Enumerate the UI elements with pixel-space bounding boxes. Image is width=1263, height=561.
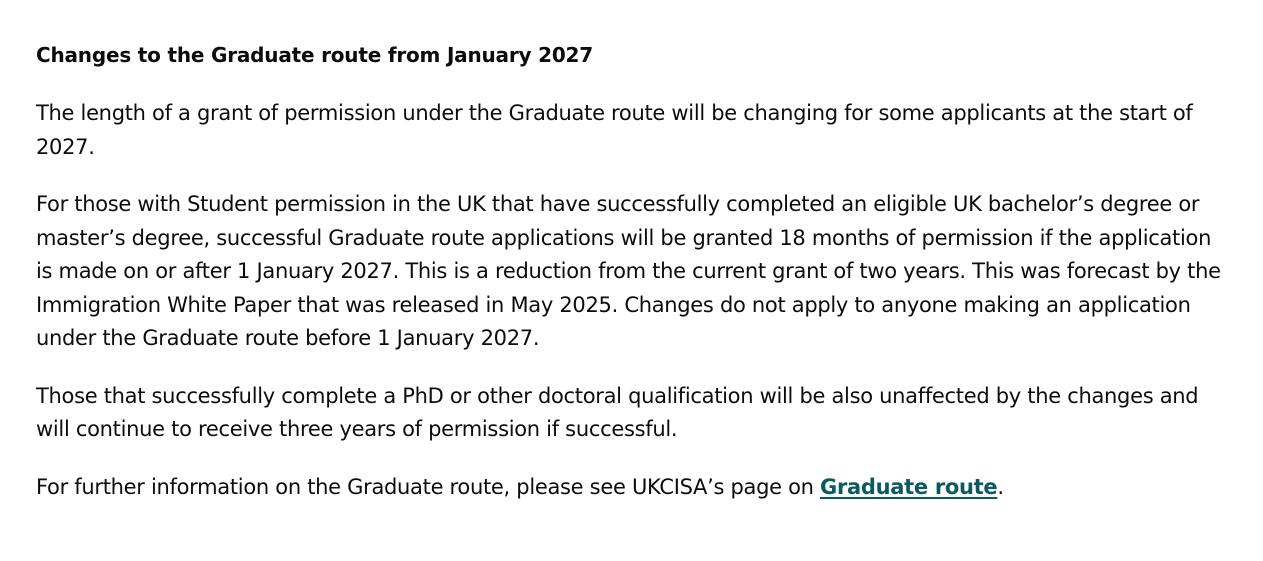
paragraph-eligibility: For those with Student permission in the UK that have successfully completed an eligible UK bachelor’s degree or master’s degree, successful Graduate route applications will be granted 18 months of permission if the application is made on or after 1 January 2027. This is a reduction from the current grant of two years. This was forecast by the Immigration White Paper that was released in May 2025. Changes do not apply to anyone making an application under the Graduate route before 1 January 2027. [36, 192, 1221, 350]
paragraph-further-info [36, 471, 1226, 505]
paragraph-intro: The length of a grant of permission under the Graduate route will be changing for some applicants at the start of 2027. [36, 101, 1193, 159]
further-info-prefix: For further information on the Graduate route, please see UKCISA’s page on [36, 474, 821, 499]
paragraph-phd: Those that successfully complete a PhD or other doctoral qualification will be also unaffected by the changes and will continue to receive three years of permission if successful. [36, 383, 1199, 441]
further-info-suffix: . [997, 474, 1004, 499]
graduate-route-link[interactable]: Graduate route [820, 474, 998, 499]
article-content [36, 40, 1226, 528]
section-heading: Changes to the Graduate route from January 2027 [36, 43, 593, 67]
